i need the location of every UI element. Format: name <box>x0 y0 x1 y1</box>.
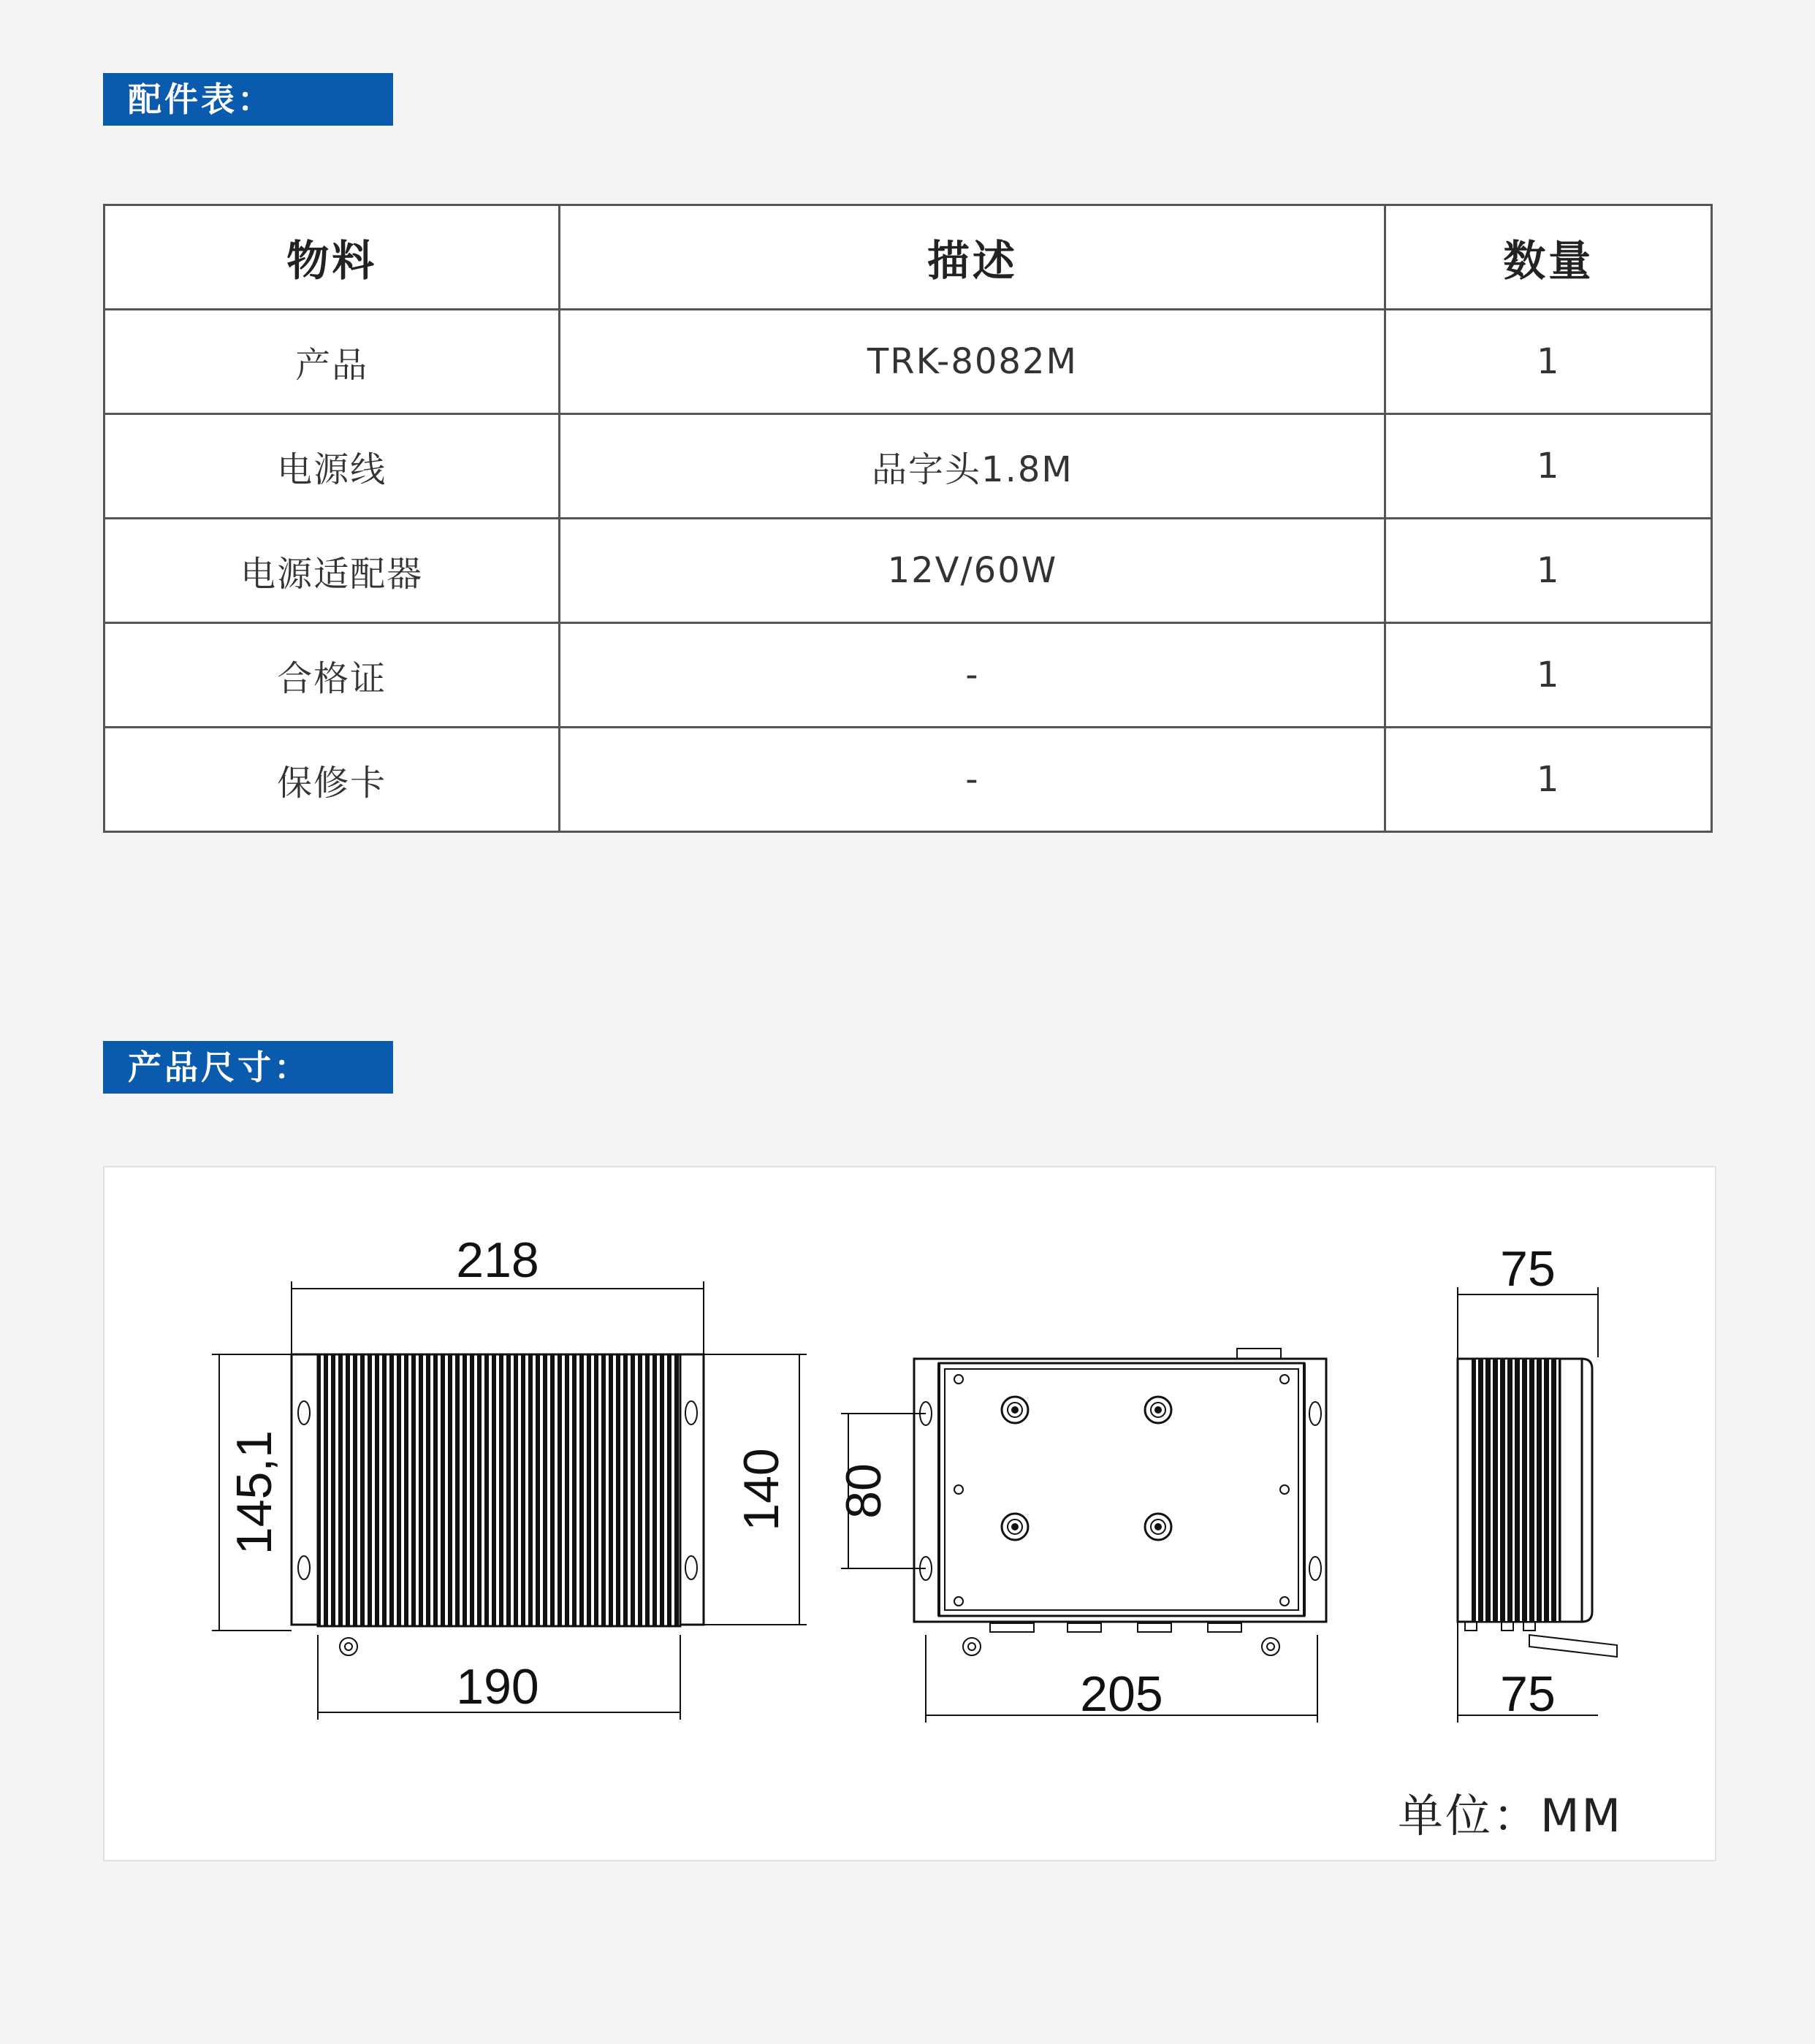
cell-description: TRK-8082M <box>560 310 1385 414</box>
dimensions-section-title: 产品尺寸： <box>103 1041 393 1094</box>
cell-item: 电源适配器 <box>104 519 560 623</box>
top-view <box>212 1281 807 1720</box>
cell-quantity: 1 <box>1385 310 1712 414</box>
dimension-drawing-panel <box>103 1166 1716 1861</box>
unit-label: 单位：MM <box>1398 1789 1623 1842</box>
cell-description: 12V/60W <box>560 519 1385 623</box>
cell-description: 品字头1.8M <box>560 414 1385 519</box>
cell-description: - <box>560 728 1385 832</box>
cell-item: 电源线 <box>104 414 560 519</box>
dimension-drawing <box>104 1167 1718 1863</box>
cell-description: - <box>560 623 1385 728</box>
dim-side-bottom: 75 <box>1500 1666 1556 1722</box>
header-description: 描述 <box>560 205 1385 310</box>
cell-quantity: 1 <box>1385 414 1712 519</box>
header-quantity: 数量 <box>1385 205 1712 310</box>
dim-top-width-total: 218 <box>456 1232 539 1288</box>
table-header-row <box>104 205 1712 310</box>
side-view <box>1458 1287 1617 1723</box>
table-row <box>104 623 1712 728</box>
accessories-section-title: 配件表： <box>103 73 393 126</box>
table-row <box>104 310 1712 414</box>
cell-item: 保修卡 <box>104 728 560 832</box>
cell-quantity: 1 <box>1385 519 1712 623</box>
accessories-table <box>103 204 1713 833</box>
cell-item: 产品 <box>104 310 560 414</box>
dim-top-height-total: 145,1 <box>227 1430 282 1555</box>
dim-top-width-body: 190 <box>456 1659 539 1715</box>
table-row <box>104 728 1712 832</box>
dim-top-height-body: 140 <box>734 1448 789 1531</box>
dim-bottom-hole-spacing: 80 <box>836 1463 891 1519</box>
dim-bottom-width: 205 <box>1080 1666 1163 1722</box>
table-row <box>104 414 1712 519</box>
header-item: 物料 <box>104 205 560 310</box>
cell-quantity: 1 <box>1385 623 1712 728</box>
dim-side-top: 75 <box>1500 1241 1556 1297</box>
cell-quantity: 1 <box>1385 728 1712 832</box>
cell-item: 合格证 <box>104 623 560 728</box>
table-row <box>104 519 1712 623</box>
